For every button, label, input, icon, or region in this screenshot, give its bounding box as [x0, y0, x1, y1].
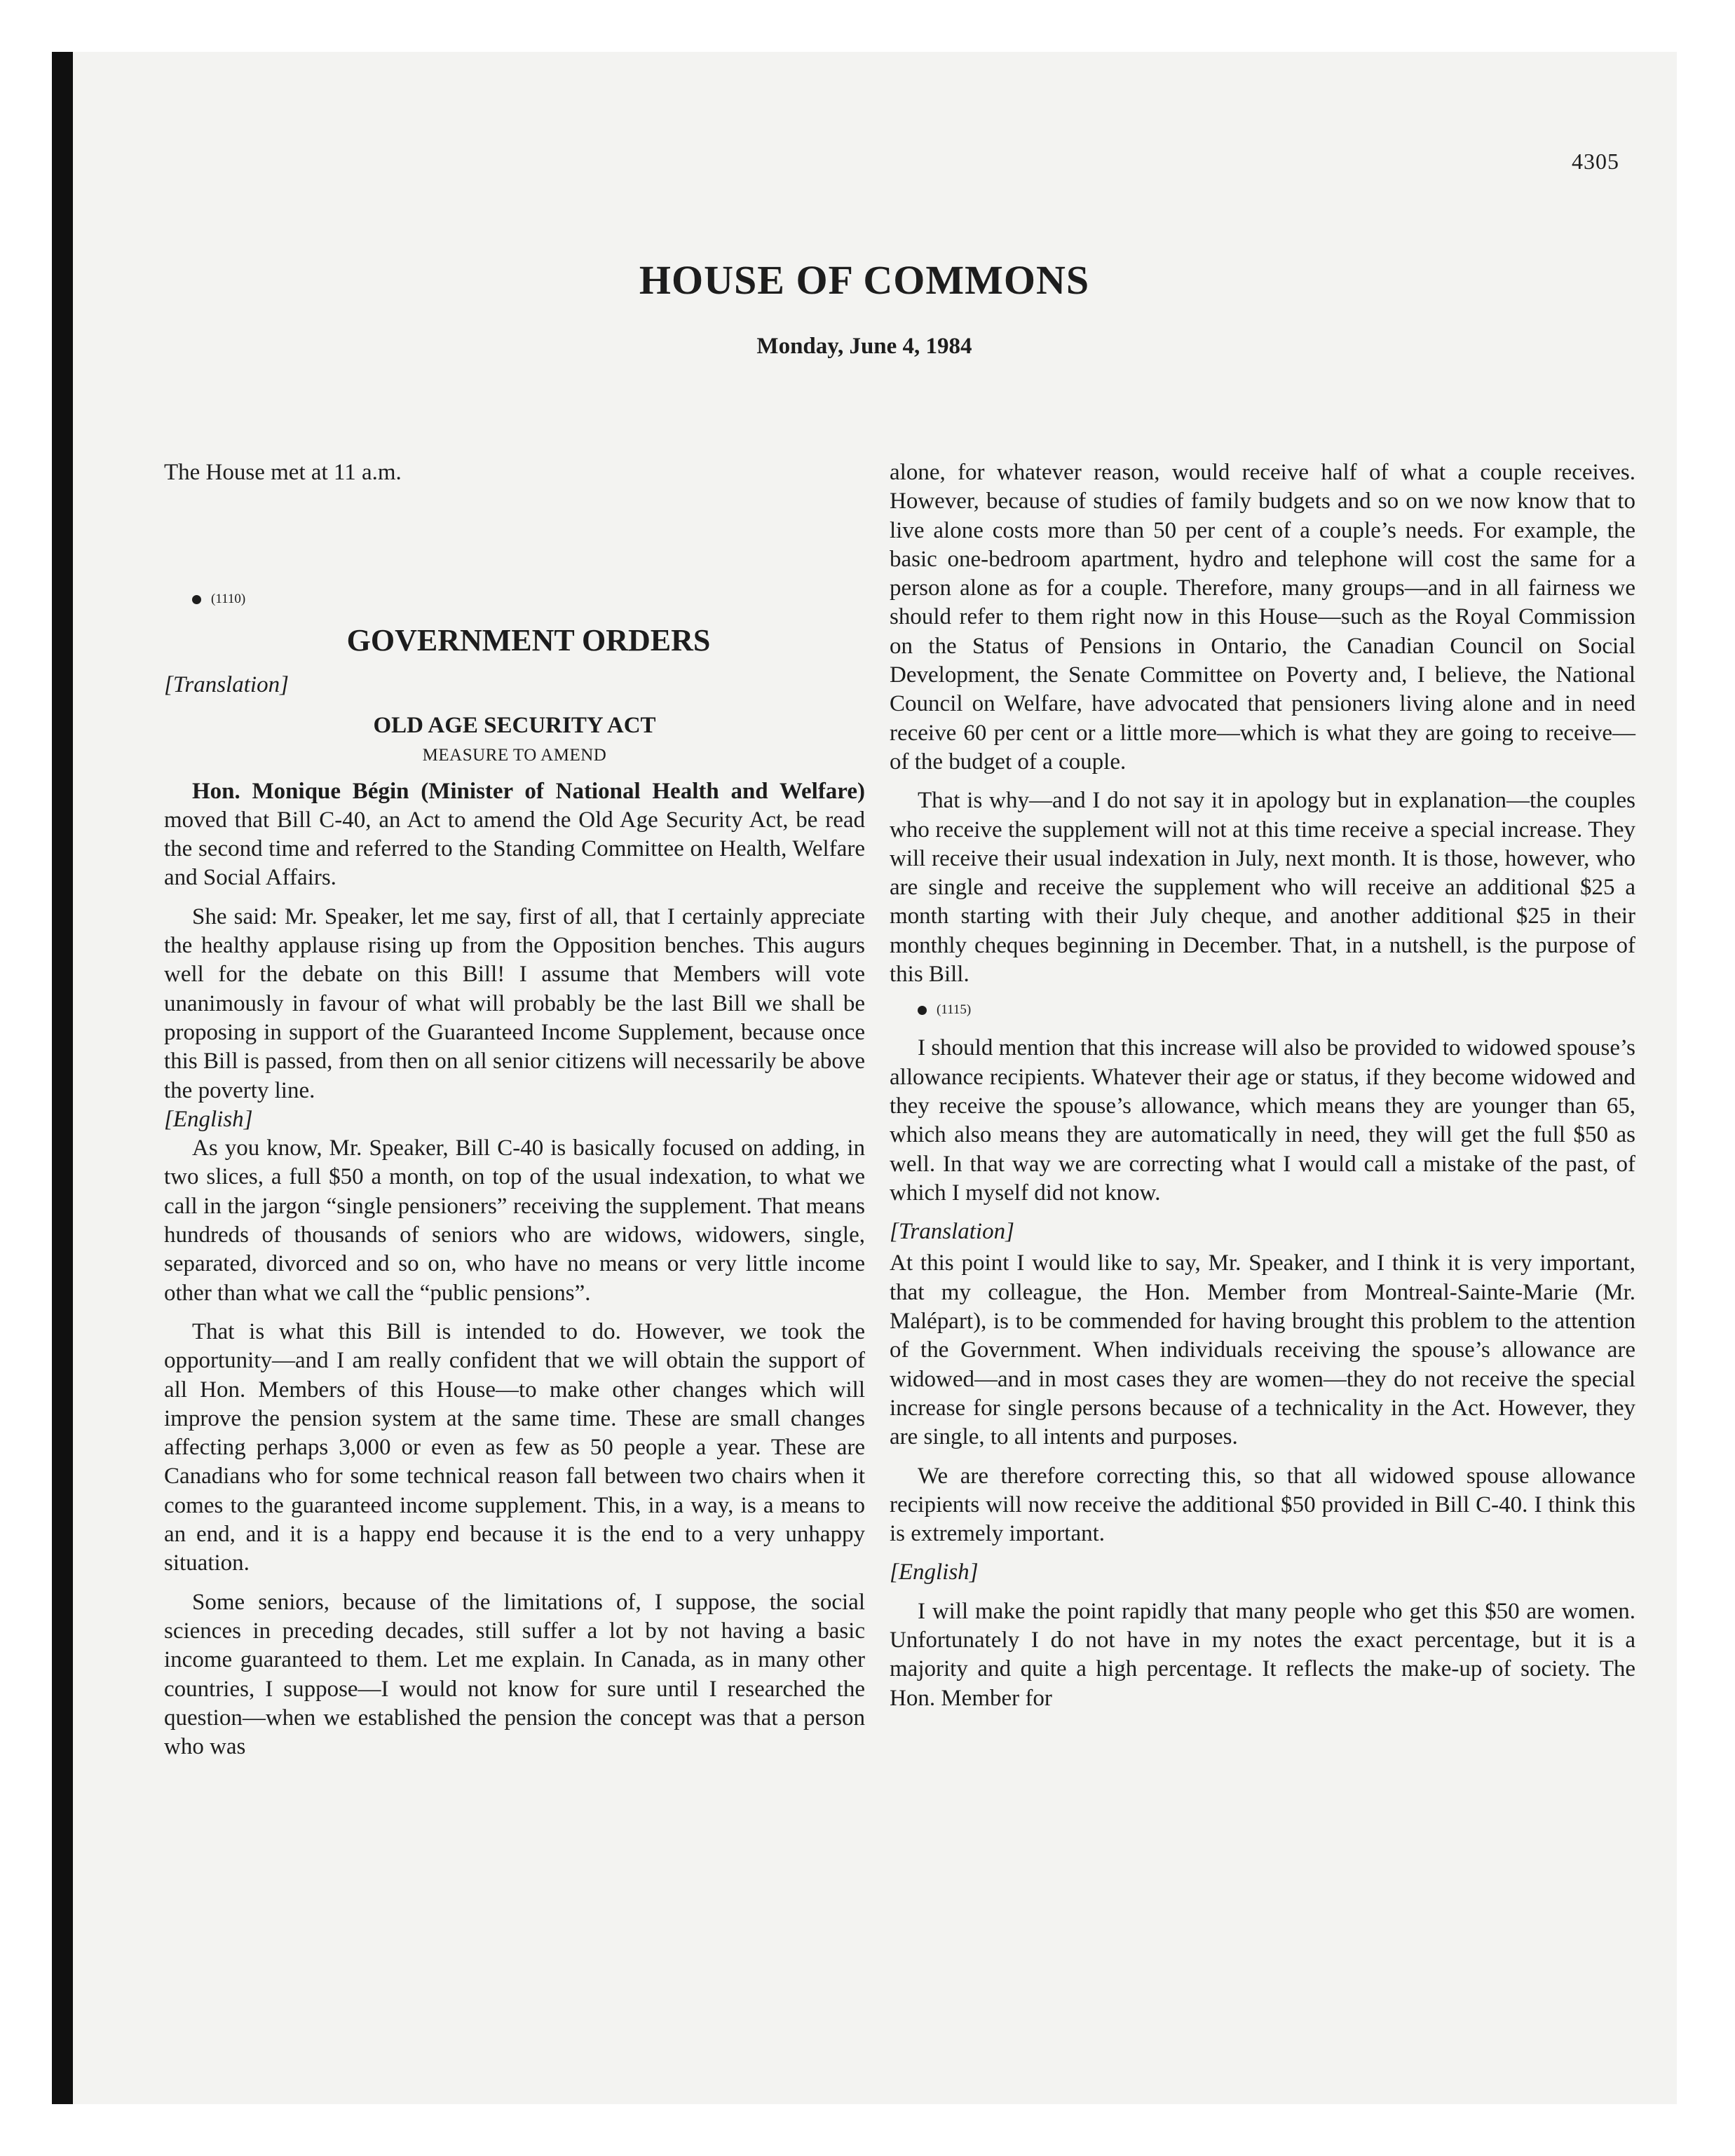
language-label: English	[172, 1106, 244, 1132]
paragraph: We are therefore correcting this, so that all widowed spouse allowance recipients will now receive the additional $50 provided in Bill C-40. I think this is extremely important.	[890, 1463, 1635, 1547]
language-label: English	[898, 1560, 969, 1585]
paragraph: alone, for whatever reason, would receive half of what a couple receives. However, because of studies of family budgets and so on we now know that to live alone costs more than 50 per cent of a couple’s needs. For example, the basic one-bedroom apartment, hydro and telephone will cost the same for a person alone as for a couple. Therefore, many groups—and in all fairness we should refer to them right now in this House—such as the Royal Commission on the Status of Pensions in Ontario, the Canadian Council on Social Development, the Senate Committee on Poverty and, I believe, the National Council on Welfare, have advocated that pensioners living alone and in need receive 60 per cent or a little more—which is what they are going to receive—of the budget of a couple.	[890, 460, 1635, 775]
paragraph: I should mention that this increase will also be provided to widowed spouse’s allowance recipients. Whatever their age or status, if they become widowed and they receive the spouse’s allowance, which means they are younger than 65, which also means they are automatically in need, they will get the full $50 as well. In that way we are correcting what I would call a mistake of the past, of which I myself did not know.	[890, 1035, 1635, 1206]
house-met-line: The House met at 11 a.m.	[164, 460, 402, 485]
binding-edge	[52, 52, 73, 2104]
bill-title: OLD AGE SECURITY ACT	[373, 712, 656, 738]
right-column	[890, 458, 1635, 1713]
page-number: 4305	[1572, 149, 1619, 174]
language-tag-english: [English]	[890, 1560, 979, 1585]
motion-text: moved that Bill C-40, an Act to amend the Old Age Security Act, be read the second time and referred to the Standing Committee on Health, Welfare and Social Affairs.	[164, 807, 865, 891]
time-marker-1115	[890, 996, 1635, 1024]
bullet-dot-icon	[192, 595, 201, 604]
time-marker-label: (1115)	[937, 1002, 972, 1018]
paragraph: As you know, Mr. Speaker, Bill C-40 is basically focused on adding, in two slices, a full $50 a month, on top of the usual indexation, to what we call in the jargon “single pensioners” receiving the supplement. That means hundreds of thousands of seniors who are widows, widowers, single, separated, divorced and so on, who have no means or very little income other than what we call the “public pensions”.	[164, 1135, 865, 1306]
paragraph: Some seniors, because of the limitations of, I suppose, the social sciences in preceding decades, still suffer a lot by not having a basic income guaranteed to them. Let me explain. In Canada, as in many other countries, I suppose—I would not know for sure until I researched the question—when we established the pension the concept was that a person who was	[164, 1589, 865, 1760]
paragraph: I will make the point rapidly that many people who get this $50 are women. Unfortunately I do not have in my notes the exact percentage, but it is a majority and quite a high percentage. It reflects the make-up of society. The Hon. Member for	[890, 1598, 1635, 1711]
paragraph-motion	[164, 777, 865, 893]
language-tag-english: [English]	[164, 1106, 253, 1132]
paragraph: That is what this Bill is intended to do. However, we took the opportunity—and I am really confident that we will obtain the support of all Hon. Members of this House—to make other changes which will improve the pension system at the same time. These are small changes affecting perhaps 3,000 or even as few as 50 people a year. These are Canadians who for some technical reason fall between two chairs when it comes to the guaranteed income supplement. This, in a way, is a means to an end, and it is a happy end because it is the end to a very unhappy situation.	[164, 1318, 865, 1576]
time-marker-1110	[164, 585, 865, 613]
left-column	[164, 458, 865, 1761]
bullet-dot-icon	[918, 1006, 927, 1015]
language-label: Translation	[172, 672, 280, 698]
paragraph: That is why—and I do not say it in apology but in explanation—the couples who receive the supplement will not at this time receive a special increase. They will receive their usual indexation in July, next month. It is those, however, who are single and receive the supplement who will receive an additional $25 a month starting with their July cheque, and another additional $25 in their monthly cheques beginning in December. That, in a nutshell, is the purpose of this Bill.	[890, 788, 1635, 988]
paragraph: At this point I would like to say, Mr. Speaker, and I think it is very important, that my colleague, the Hon. Member from Montreal-Sainte-Marie (Mr. Malépart), is to be commended for having brought this problem to the attention of the Government. When individuals receiving the spouse’s allowance are widowed—and in most cases they are women—they do not receive the special increase for single persons because of a technicality in the Act. However, they are single, to all intents and purposes.	[890, 1250, 1635, 1450]
time-marker-label: (1110)	[211, 592, 246, 607]
sitting-date: Monday, June 4, 1984	[756, 334, 972, 359]
hansard-page	[52, 52, 1677, 2104]
language-label: Translation	[898, 1219, 1006, 1245]
section-heading: GOVERNMENT ORDERS	[346, 623, 711, 658]
language-tag-translation: [Translation]	[164, 672, 289, 698]
language-tag-translation: [Translation]	[890, 1219, 1014, 1245]
paragraph: She said: Mr. Speaker, let me say, first of all, that I certainly appreciate the healthy applause rising up from the Opposition benches. This augurs well for the debate on this Bill! I assume that Members will vote unanimously in favour of what will probably be the last Bill we shall be proposing in support of the Guaranteed Income Supplement, because once this Bill is passed, from then on all senior citizens will necessarily be above the poverty line.	[164, 903, 865, 1103]
bill-subtitle: MEASURE TO AMEND	[422, 745, 607, 765]
page-title: HOUSE OF COMMONS	[639, 257, 1090, 303]
speaker-name: Hon. Monique Bégin (Minister of National Health and Welfare)	[192, 778, 865, 804]
